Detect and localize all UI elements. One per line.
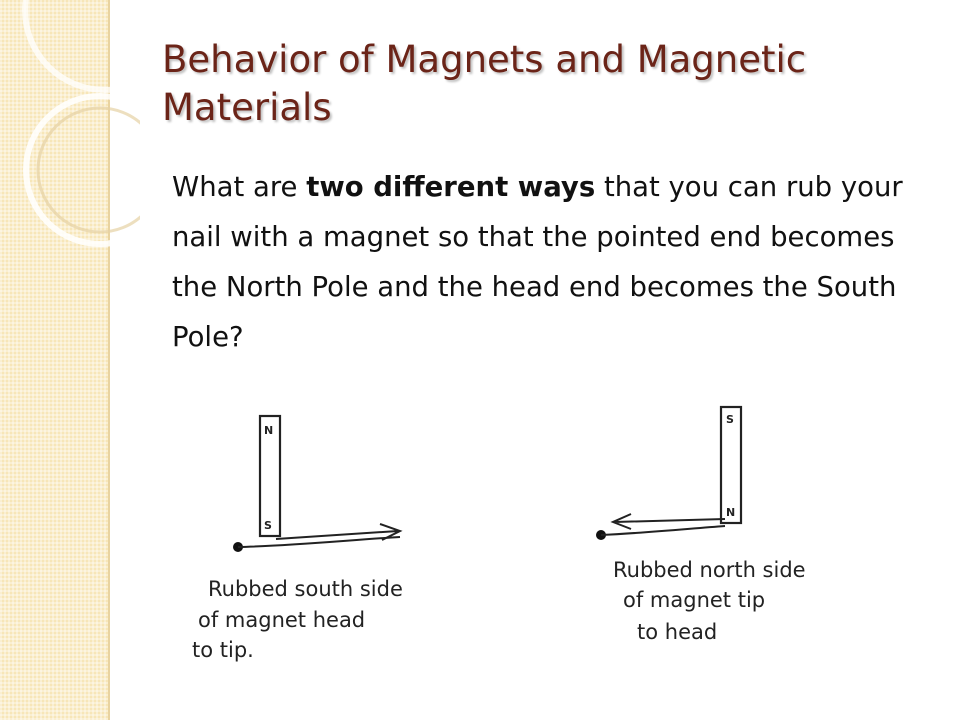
question-start: What are [172,171,307,203]
left-drawing [180,400,510,670]
caption-line-2: of magnet head [198,608,366,632]
question-text [172,162,932,362]
question-emphasis: two different ways [306,171,596,203]
nail-line [238,537,400,547]
caption-line-1: Rubbed north side [613,558,806,582]
caption-line-2: of magnet tip [623,588,766,612]
right-drawing [585,395,930,665]
magnet-pole-bottom: S [264,519,272,532]
magnet-pole-top: S [726,413,734,426]
caption-line-3: to head [637,620,718,644]
decorative-rings [0,0,140,300]
caption-line-1: Rubbed south side [208,577,403,601]
magnet-pole-top: N [264,424,274,437]
nail-line [601,526,725,535]
magnet-pole-bottom: N [726,506,736,519]
question-end: that you can rub your nail with a magnet so that the pointed end becomes the North Pole and the head end becomes the South Pole? [172,171,903,353]
slide-title: Behavior of Magnets and Magnetic Materials [162,38,807,129]
caption-line-3: to tip. [192,638,254,662]
